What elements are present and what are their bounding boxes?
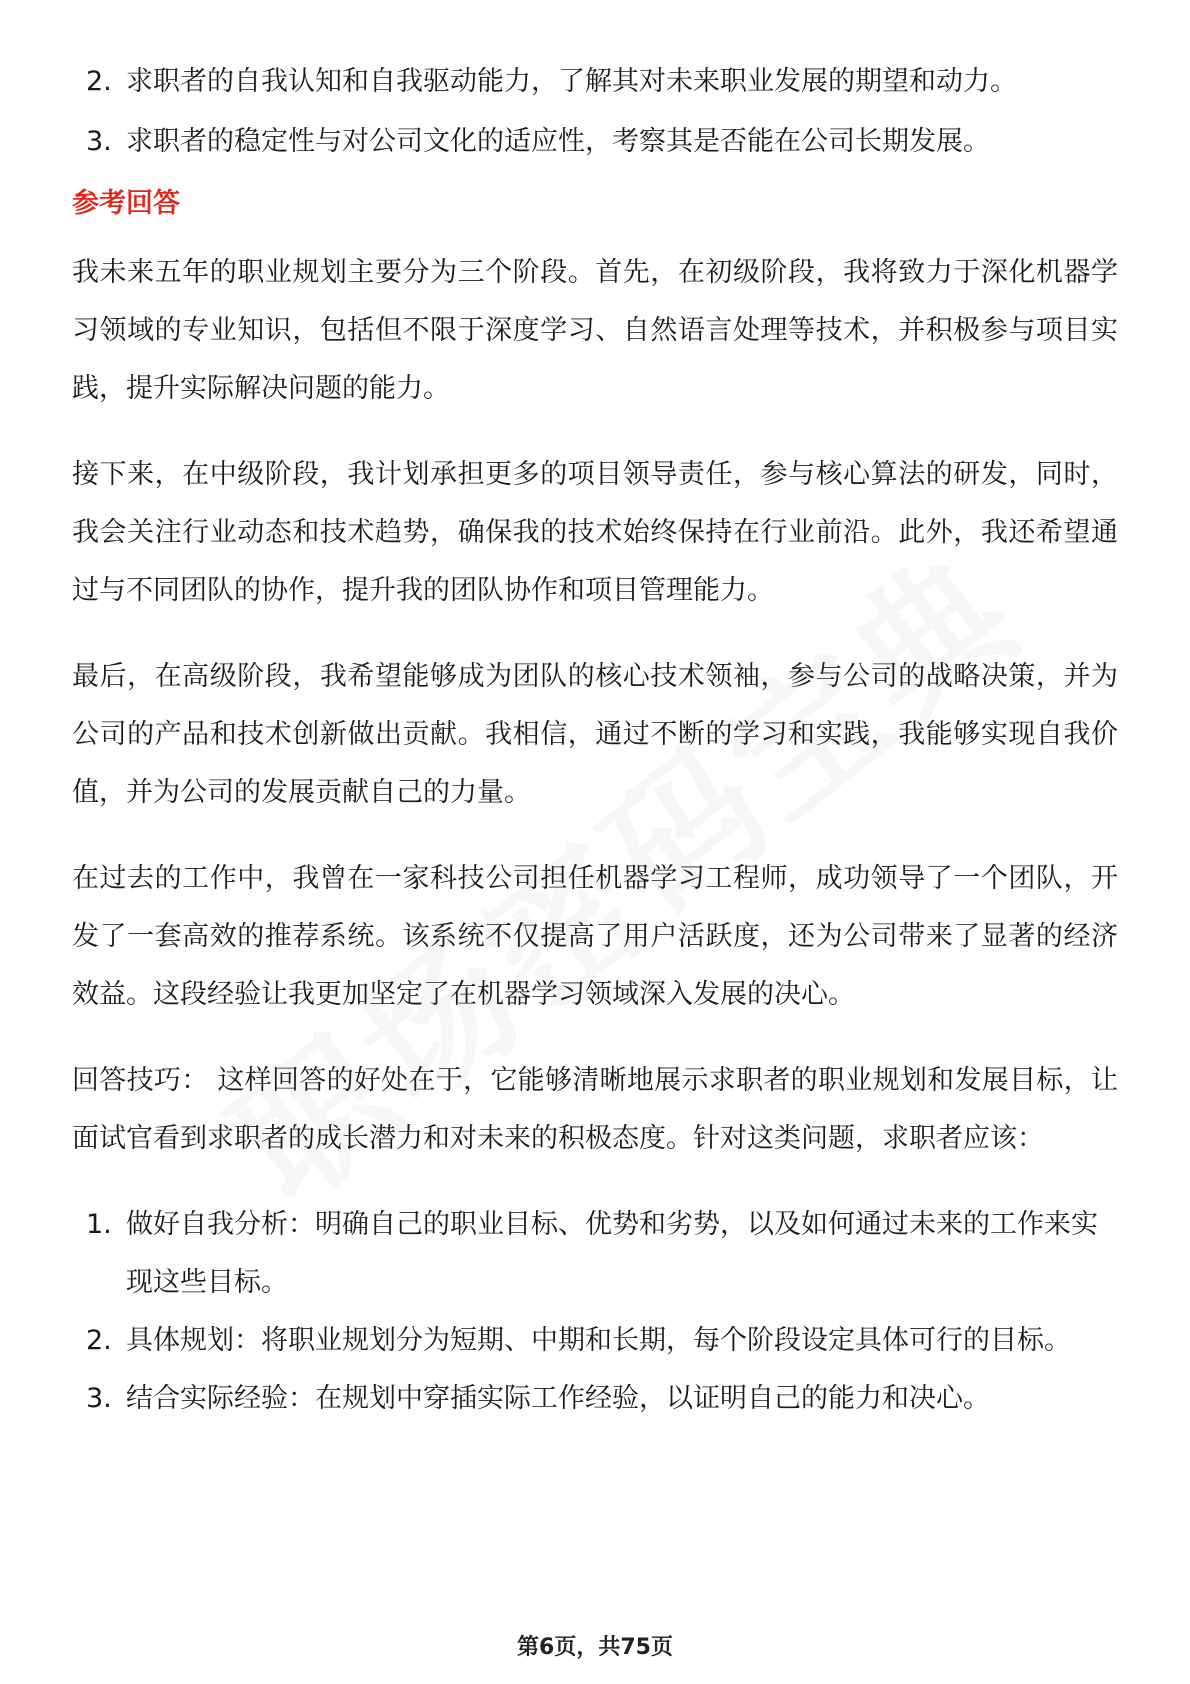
paragraph: 接下来，在中级阶段，我计划承担更多的项目领导责任，参与核心算法的研发，同时，我会关注行业动态和技术趋势，确保我的技术始终保持在行业前沿。此外，我还希望通过与不同团队的协作，提升我的团队协作和项目管理能力。 bbox=[72, 459, 1118, 606]
page-number: 第6页，共75页 bbox=[517, 1635, 673, 1660]
list-item-number: 1. bbox=[86, 1209, 112, 1240]
list-item-number: 2. bbox=[86, 1325, 112, 1356]
criteria-list bbox=[72, 52, 1118, 172]
list-item-number: 2. bbox=[86, 66, 112, 97]
list-item bbox=[72, 1312, 1118, 1370]
paragraph: 在过去的工作中，我曾在一家科技公司担任机器学习工程师，成功领导了一个团队，开发了一套高效的推荐系统。该系统不仅提高了用户活跃度，还为公司带来了显著的经济效益。这段经验让我更加坚定了在机器学习领域深入发展的决心。 bbox=[72, 863, 1118, 1010]
paragraph: 回答技巧： 这样回答的好处在于，它能够清晰地展示求职者的职业规划和发展目标，让面试官看到求职者的成长潜力和对未来的积极态度。针对这类问题，求职者应该： bbox=[72, 1065, 1118, 1154]
list-item bbox=[72, 1196, 1118, 1312]
list-item-text: 求职者的自我认知和自我驱动能力，了解其对未来职业发展的期望和动力。 bbox=[126, 66, 1017, 97]
list-item-text: 具体规划：将职业规划分为短期、中期和长期，每个阶段设定具体可行的目标。 bbox=[126, 1325, 1071, 1356]
list-item bbox=[72, 52, 1118, 112]
list-item-text: 求职者的稳定性与对公司文化的适应性，考察其是否能在公司长期发展。 bbox=[126, 126, 990, 157]
list-item-text: 做好自我分析：明确自己的职业目标、优势和劣势，以及如何通过未来的工作来实现这些目标。 bbox=[126, 1209, 1098, 1298]
list-item-text: 结合实际经验：在规划中穿插实际工作经验，以证明自己的能力和决心。 bbox=[126, 1383, 990, 1414]
section-heading: 参考回答 bbox=[72, 188, 180, 219]
document-content bbox=[72, 52, 1118, 1428]
paragraph: 我未来五年的职业规划主要分为三个阶段。首先，在初级阶段，我将致力于深化机器学习领域的专业知识，包括但不限于深度学习、自然语言处理等技术，并积极参与项目实践，提升实际解决问题的能力。 bbox=[72, 257, 1118, 404]
list-item bbox=[72, 112, 1118, 172]
list-item-number: 3. bbox=[86, 1383, 112, 1414]
list-item-number: 3. bbox=[86, 126, 112, 157]
list-item bbox=[72, 1370, 1118, 1428]
tips-list bbox=[72, 1196, 1118, 1428]
paragraph: 最后，在高级阶段，我希望能够成为团队的核心技术领袖，参与公司的战略决策，并为公司的产品和技术创新做出贡献。我相信，通过不断的学习和实践，我能够实现自我价值，并为公司的发展贡献自己的力量。 bbox=[72, 661, 1118, 808]
